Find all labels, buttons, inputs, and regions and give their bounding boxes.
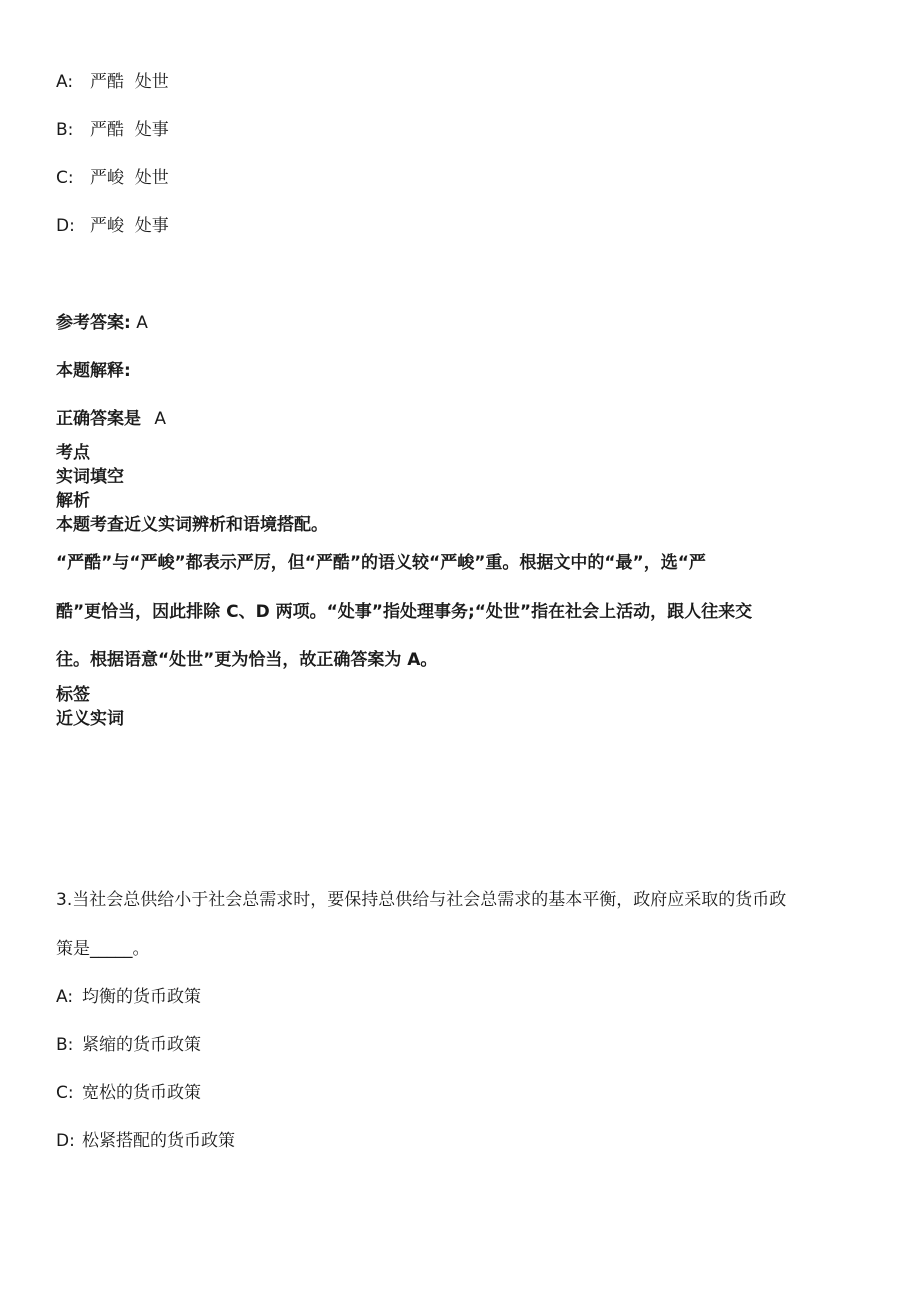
option-letter: D: <box>56 1131 75 1151</box>
jiexi-intro: 本题考查近义实词辨析和语境搭配。 <box>56 515 328 535</box>
q3-option-c <box>56 1081 201 1105</box>
question-stem-line2: 策是_____。 <box>56 939 150 959</box>
option-letter: A: <box>56 72 74 92</box>
option-letter: C: <box>56 1083 74 1103</box>
q3-option-a <box>56 985 201 1009</box>
q3-option-b <box>56 1033 201 1057</box>
option-text: 均衡的货币政策 <box>82 987 201 1007</box>
option-text: 严酷 处事 <box>90 120 169 140</box>
kaodian-title: 考点 <box>56 443 90 463</box>
option-text: 松紧搭配的货币政策 <box>82 1131 235 1151</box>
option-text: 严峻 处世 <box>90 168 169 188</box>
reference-answer <box>56 311 148 335</box>
option-b <box>56 118 169 142</box>
option-text: 严酷 处世 <box>90 72 169 92</box>
explanation-line: 酷”更恰当，因此排除 C、D 两项。“处事”指处理事务;“处世”指在社会上活动，跟人往来交 <box>56 602 753 622</box>
option-d <box>56 214 169 238</box>
correct-value: A <box>154 409 167 429</box>
answer-value: A <box>136 313 148 333</box>
correct-label: 正确答案是 <box>56 409 141 429</box>
option-letter: A: <box>56 987 74 1007</box>
explanation-label: 本题解释: <box>56 361 131 381</box>
tag-value: 近义实词 <box>56 709 124 729</box>
correct-answer <box>56 407 166 431</box>
option-a <box>56 70 169 94</box>
option-c <box>56 166 169 190</box>
option-letter: B: <box>56 120 74 140</box>
option-text: 紧缩的货币政策 <box>82 1035 201 1055</box>
jiexi-title: 解析 <box>56 491 90 511</box>
option-text: 宽松的货币政策 <box>82 1083 201 1103</box>
option-text: 严峻 处事 <box>90 216 169 236</box>
question-stem-line1: 3.当社会总供给小于社会总需求时，要保持总供给与社会总需求的基本平衡，政府应采取的货币政 <box>56 890 787 910</box>
explanation-line: “严酷”与“严峻”都表示严厉，但“严酷”的语义较“严峻”重。根据文中的“最”，选“严 <box>56 553 706 573</box>
option-letter: B: <box>56 1035 74 1055</box>
explanation-line: 往。根据语意“处世”更为恰当，故正确答案为 A。 <box>56 650 438 670</box>
q3-option-d <box>56 1129 235 1153</box>
option-letter: C: <box>56 168 74 188</box>
kaodian-value: 实词填空 <box>56 467 124 487</box>
option-letter: D: <box>56 216 75 236</box>
answer-label: 参考答案: <box>56 313 131 333</box>
tag-title: 标签 <box>56 685 90 705</box>
